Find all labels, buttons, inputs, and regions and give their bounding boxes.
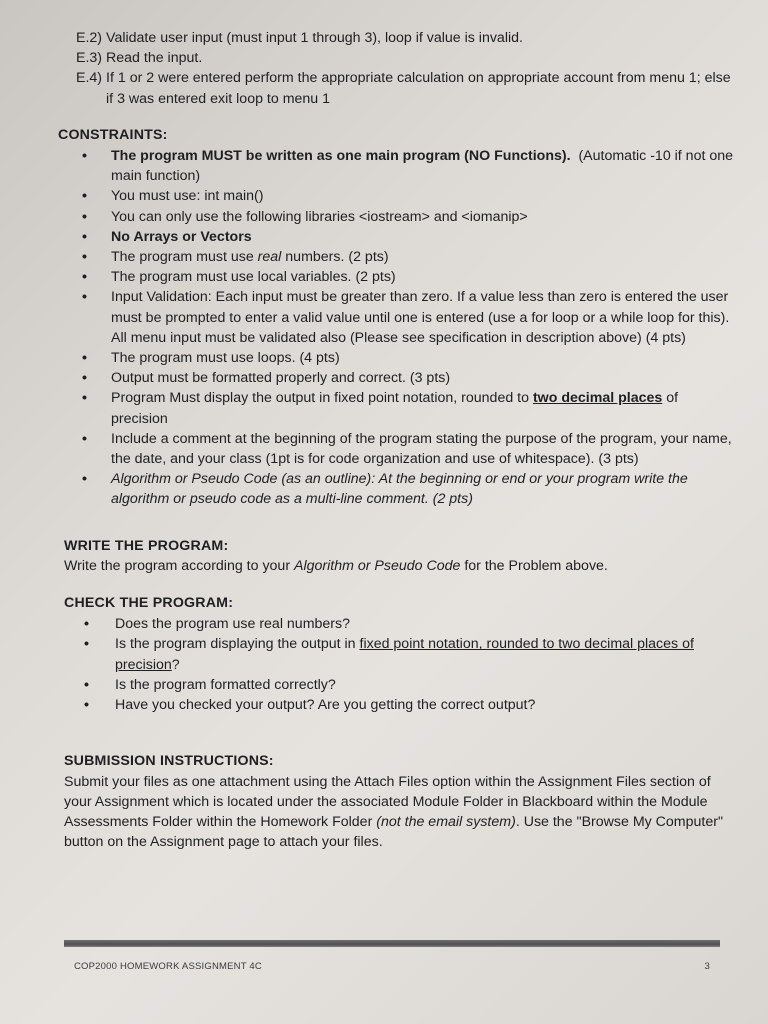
constraint-text: of precision bbox=[111, 390, 679, 427]
constraint-text: You must use: int main() bbox=[111, 188, 264, 205]
submission-section bbox=[58, 751, 734, 852]
bullet-icon: • bbox=[84, 697, 89, 714]
bullet-icon: • bbox=[82, 148, 87, 165]
step-text: If 1 or 2 were entered perform the appropriate calculation on appropriate account from menu 1; else if 3 was entered exit loop to menu 1 bbox=[106, 70, 731, 107]
bullet-icon: • bbox=[84, 636, 89, 653]
submission-heading: SUBMISSION INSTRUCTIONS: bbox=[64, 753, 274, 770]
constraint-italic: real bbox=[257, 249, 282, 266]
write-heading: WRITE THE PROGRAM: bbox=[64, 537, 229, 554]
bullet-icon: • bbox=[84, 616, 89, 633]
list-item bbox=[76, 28, 734, 48]
bullet-icon: • bbox=[82, 390, 87, 407]
e-steps-list bbox=[76, 28, 734, 109]
list-item bbox=[58, 247, 734, 267]
list-item bbox=[58, 267, 734, 287]
step-number: E.3) bbox=[76, 50, 103, 67]
constraint-text: Output must be formatted properly and correct. (3 pts) bbox=[111, 370, 451, 387]
constraints-section bbox=[58, 125, 734, 510]
bullet-icon: • bbox=[82, 471, 87, 488]
write-section bbox=[58, 536, 734, 576]
step-number: E.2) bbox=[76, 30, 103, 46]
footer-divider bbox=[64, 940, 720, 947]
check-underline: fixed point notation, rounded to two decimal places of precision bbox=[115, 636, 694, 673]
bullet-icon: • bbox=[82, 370, 87, 387]
write-text bbox=[64, 556, 734, 576]
list-item bbox=[58, 146, 734, 186]
list-item bbox=[58, 227, 734, 247]
constraint-bold: No Arrays or Vectors bbox=[111, 228, 252, 245]
constraint-italic: Algorithm or Pseudo Code (as an outline): At the beginning or end or your program write the algorithm or pseudo code as a multi-line comment. (2 pts) bbox=[111, 471, 688, 508]
bullet-icon: • bbox=[82, 289, 87, 306]
list-item bbox=[58, 469, 734, 509]
write-text-italic: Algorithm or Pseudo Code bbox=[294, 557, 461, 574]
constraint-text: numbers. (2 pts) bbox=[281, 249, 389, 266]
list-item bbox=[58, 186, 734, 206]
list-item bbox=[58, 287, 734, 348]
bullet-icon: • bbox=[82, 208, 87, 225]
bullet-icon: • bbox=[82, 430, 87, 447]
list-item bbox=[58, 368, 734, 388]
footer-label: COP2000 HOMEWORK ASSIGNMENT 4C bbox=[74, 961, 262, 972]
step-text: Read the input. bbox=[106, 50, 203, 67]
submission-text-b: . Use the "Browse My Computer" button on the Assignment page to attach your files. bbox=[64, 813, 723, 851]
submission-text-italic: (not the email system) bbox=[376, 813, 516, 830]
page-number: 3 bbox=[704, 961, 710, 972]
footer bbox=[74, 961, 710, 972]
constraint-text: The program must use bbox=[111, 249, 258, 266]
bullet-icon: • bbox=[82, 188, 87, 205]
constraint-text: You can only use the following libraries <iostream> and <iomanip> bbox=[111, 208, 528, 225]
check-text: Is the program formatted correctly? bbox=[115, 676, 336, 693]
bullet-icon: • bbox=[82, 350, 87, 367]
constraints-heading: CONSTRAINTS: bbox=[58, 126, 168, 143]
constraint-text: (Automatic -10 if not one main function) bbox=[111, 148, 734, 185]
list-item bbox=[58, 614, 734, 634]
constraint-text: Input Validation: Each input must be greater than zero. If a value less than zero is entered the user must be prompted to enter a valid value until one is entered (use a for loop or a while loop for this). All menu input must be validated also (Please see specification in description above) (4 pts) bbox=[111, 289, 730, 346]
constraint-text: The program must use local variables. (2 pts) bbox=[111, 269, 396, 286]
bullet-icon: • bbox=[82, 249, 87, 266]
submission-text-a: Submit your files as one attachment using the Attach Files option within the Assignment Files section of your Assignment which is located under the associated Module Folder in Blackboard within the Module Assessments Folder within the Homework Folder bbox=[64, 773, 711, 830]
list-item bbox=[58, 634, 734, 674]
constraint-underline: two decimal places bbox=[532, 390, 663, 407]
check-section bbox=[58, 593, 734, 715]
list-item bbox=[58, 207, 734, 227]
constraint-text: Include a comment at the beginning of the program stating the purpose of the program, your name, the date, and your class (1pt is for code organization and use of whitespace). (3 pts) bbox=[111, 430, 732, 468]
list-item bbox=[76, 48, 734, 68]
step-text: Validate user input (must input 1 through 3), loop if value is invalid. bbox=[106, 30, 523, 46]
list-item bbox=[58, 695, 734, 715]
check-text: Have you checked your output? Are you getting the correct output? bbox=[115, 697, 536, 714]
step-number: E.4) bbox=[76, 70, 103, 87]
list-item bbox=[58, 388, 734, 428]
constraint-text: The program must use loops. (4 pts) bbox=[111, 350, 340, 367]
bullet-icon: • bbox=[82, 228, 87, 245]
constraints-list bbox=[58, 146, 734, 510]
check-list bbox=[58, 614, 734, 715]
write-text-a: Write the program according to your bbox=[64, 557, 294, 574]
write-text-b: for the Problem above. bbox=[460, 557, 608, 574]
list-item bbox=[76, 68, 734, 108]
constraint-text: Program Must display the output in fixed point notation, rounded to bbox=[111, 390, 533, 407]
list-item bbox=[58, 429, 734, 469]
submission-text bbox=[64, 772, 734, 853]
check-text: ? bbox=[171, 656, 180, 673]
check-text: Is the program displaying the output in bbox=[115, 636, 360, 653]
bullet-icon: • bbox=[84, 676, 89, 693]
check-heading: CHECK THE PROGRAM: bbox=[64, 595, 234, 612]
list-item bbox=[58, 348, 734, 368]
constraint-bold: The program MUST be written as one main program (NO Functions). bbox=[111, 148, 571, 165]
bullet-icon: • bbox=[82, 269, 87, 286]
check-text: Does the program use real numbers? bbox=[115, 616, 351, 633]
list-item bbox=[58, 675, 734, 695]
